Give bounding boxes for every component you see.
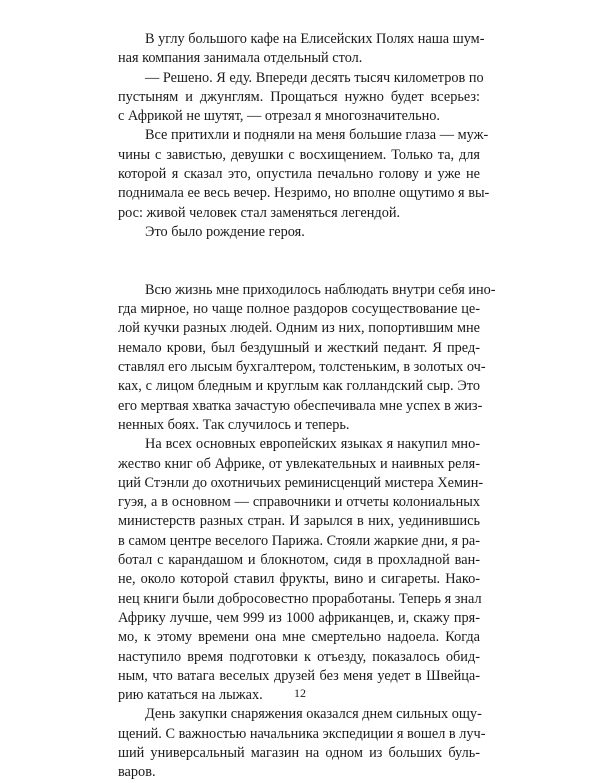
text-line: министерств разных стран. И зарылся в них, уединившись <box>118 513 480 530</box>
text-line: чины с завистью, девушки с восхищением. Только та, для <box>118 146 480 163</box>
text-line: варов. <box>118 764 156 781</box>
text-line: — Решено. Я еду. Впереди десять тысяч километров по <box>145 69 484 86</box>
text-line: Это было рождение героя. <box>145 223 305 240</box>
text-line: Все притихли и подняли на меня большие глаза — муж- <box>145 127 489 144</box>
text-line: ставлял его лысым бухгалтером, толстеньким, в золотых оч- <box>118 359 486 376</box>
text-line: наступило время подготовки к отъезду, показалось обид- <box>118 648 480 665</box>
text-line: жество книг об Африке, от увлекательных и наивных реля- <box>118 455 480 472</box>
text-line: ная компания занимала отдельный стол. <box>118 50 363 67</box>
text-line: с Африкой не шутят, — отрезал я многозначительно. <box>118 108 440 125</box>
text-line: ший универсальный магазин на одном из больших буль- <box>118 744 480 761</box>
text-line: В углу большого кафе на Елисейских Полях наша шум- <box>145 31 485 47</box>
paragraph <box>118 69 484 127</box>
text-line: немало крови, был бездушный и жесткий педант. Я пред- <box>118 339 480 356</box>
text-line: гда мирное, но чаще полное раздоров сосуществование це- <box>118 301 480 318</box>
text-line: ботал с карандашом и блокнотом, сидя в прохладной ван- <box>118 552 480 569</box>
page-number: 12 <box>294 686 306 700</box>
text-line: которой я сказал это, опустила печально голову и уже не <box>118 166 480 183</box>
text-line: гуэя, а в основном — справочники и отчеты колониальных <box>118 494 480 511</box>
text-line: На всех основных европейских языках я накупил мно- <box>145 436 480 453</box>
text-line: не, около которой ставил фрукты, вино и сигареты. Нако- <box>118 571 480 588</box>
text-line: Африку лучше, чем 999 из 1000 африканцев, и, скажу пря- <box>118 609 480 626</box>
paragraph <box>118 435 484 705</box>
text-line: его мертвая хватка зачастую обеспечивала мне успех в жиз- <box>118 397 483 414</box>
text-line: пустыням и джунглям. Прощаться нужно будет всерьез: <box>118 88 480 105</box>
text-line: щений. С важностью начальника экспедиции я вошел в луч- <box>118 725 486 742</box>
text-line: ным, что ватага веселых друзей без меня уедет в Швейца- <box>118 667 480 684</box>
paragraph <box>118 705 486 782</box>
paragraph <box>118 281 496 435</box>
text-line: ций Стэнли до охотничьих реминисценций мистера Хемин- <box>118 474 484 491</box>
text-line: в самом центре веселого Парижа. Стояли жаркие дни, я ра- <box>118 532 480 549</box>
text-line: Всю жизнь мне приходилось наблюдать внутри себя ино- <box>145 281 496 298</box>
paragraph <box>118 223 480 242</box>
body-text <box>118 30 496 783</box>
text-line: ках, с лицом бледным и круглым как голландский сыр. Это <box>118 378 480 395</box>
text-line: День закупки снаряжения оказался днем сильных ощу- <box>145 706 482 723</box>
paragraph <box>118 30 485 69</box>
section-break <box>118 262 480 281</box>
text-line: лой кучки разных людей. Одним из них, попортившим мне <box>118 320 480 337</box>
text-line: нец книги были добросовестно проработаны. Теперь я знал <box>118 590 482 607</box>
text-line: рию кататься на лыжах. <box>118 687 263 704</box>
text-line: рос: живой человек стал заменяться легендой. <box>118 204 401 221</box>
text-line: мо, к этому времени она мне смертельно надоела. Когда <box>118 629 480 646</box>
section-break <box>118 242 480 261</box>
text-line: поднимала ее весь вечер. Незримо, но вполне ощутимо я вы- <box>118 185 490 202</box>
paragraph <box>118 126 490 222</box>
text-line: ненных боях. Так случилось и теперь. <box>118 416 350 433</box>
